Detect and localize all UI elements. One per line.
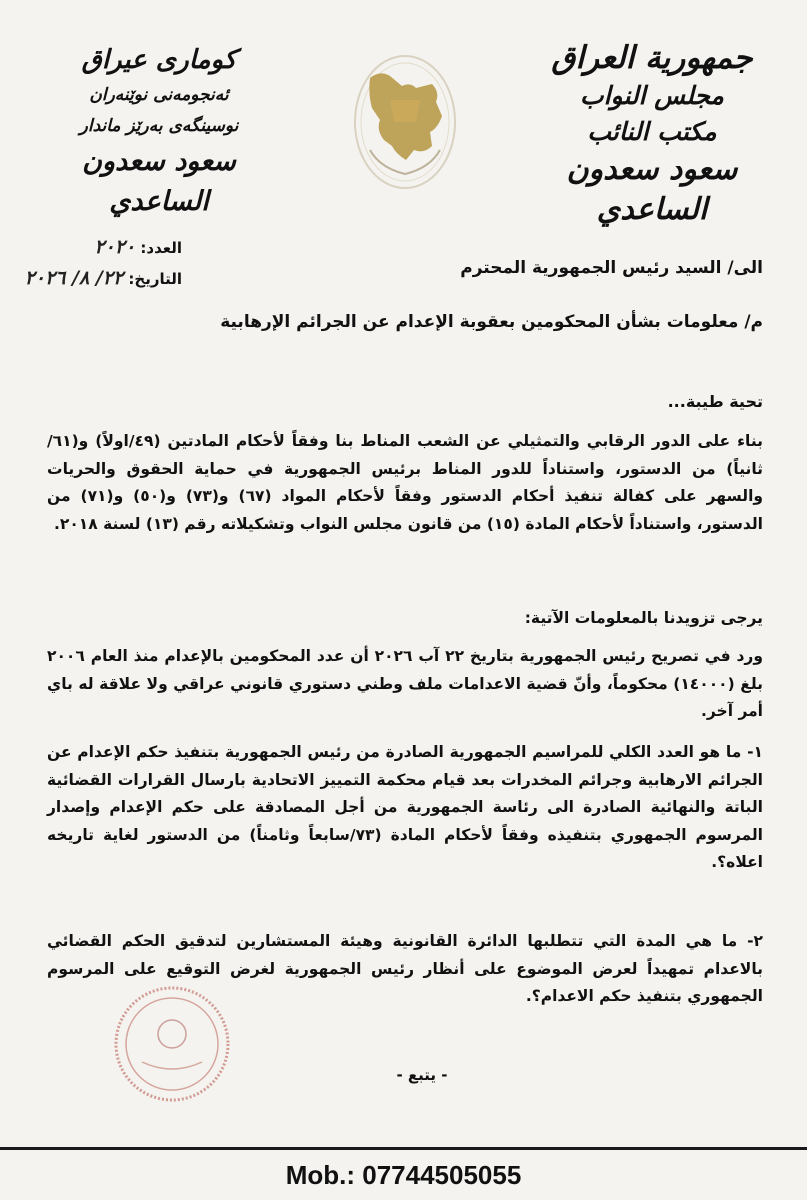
continued-marker: - يتبع - [396, 1066, 448, 1084]
letterhead-office-kurdish: نوسینگەی بەرێز ماندار [79, 116, 239, 136]
letterhead-arabic [527, 38, 777, 230]
reference-date-label: التاريخ: [128, 270, 182, 288]
letterhead-country: جمهورية العراق [551, 40, 753, 76]
letterhead [0, 0, 807, 240]
letterhead-mp-name: سعود سعدون الساعدي [566, 152, 738, 227]
mobile-number: Mob.: 07744505055 [285, 1160, 522, 1190]
letterhead-council: مجلس النواب [580, 81, 724, 110]
letterhead-country-kurdish: كوماری عیراق [81, 45, 237, 75]
legal-basis-paragraph: بناء على الدور الرقابي والتمثيلي عن الشعب المناط بنا وفقاً لأحكام المادتين (٤٩/اولاً) و(٦١/ثانياً) من الدستور، واستناداً للدور المناط برئيس الجمهورية في حماية الحقوق والحريات والسهر على كفالة تنفيذ أحكام الدستور وفقاً لأحكام المواد (٦٧) و(٧٣) و(٥٠) و(٧١) من الدستور، واستناداً لأحكام المادة (١٥) من قانون مجلس النواب وتشكيلاته رقم (١٣) لسنة ٢٠١٨. [47, 432, 764, 533]
question-two: ٢- ما هي المدة التي تتطلبها الدائرة القانونية وهيئة المستشارين لتدقيق الحكم القضائي بالاعدام تمهيداً لعرض الموضوع على أنظار رئيس الجمهورية لغرض التوقيع على المرسوم الجمهوري بتنفيذ حكم الاعدام؟. [47, 932, 763, 1005]
letterhead-council-kurdish: ئەنجومەنی نوێنەران [89, 85, 229, 105]
request-line: يرجى تزويدنا بالمعلومات الآتية: [524, 609, 763, 627]
letterhead-mp-name-left: سعود سعدون الساعدي [82, 146, 236, 217]
recipient-line: الى/ السيد رئيس الجمهورية المحترم [460, 258, 763, 278]
statement-paragraph: ورد في تصريح رئيس الجمهورية بتاريخ ٢٢ آب ٢٠٢٦ أن عدد المحكومين بالإعدام منذ العام ٢٠٠٦ بلغ (١٤٠٠٠) محكوماً، وأنّ قضية الاعدامات ملف وطني دستوري قانوني عراقي ولا علاقة له باي أمر آخر. [47, 647, 763, 720]
reference-date-value: ٢٢/ ٨/ ٢٠٢٦ [24, 267, 124, 289]
iraq-emblem-icon [350, 50, 460, 195]
greeting: تحية طيبة... [667, 392, 763, 411]
reference-number-label: العدد: [140, 239, 182, 257]
subject-line: م/ معلومات بشأن المحكومين بعقوبة الإعدام عن الجرائم الإرهابية [220, 312, 763, 332]
official-seal-icon [112, 984, 232, 1104]
reference-number-value: ٢٠٢٠ [94, 236, 136, 258]
footer-divider [0, 1147, 807, 1150]
letterhead-kurdish [34, 40, 284, 222]
question-one: ١- ما هو العدد الكلي للمراسيم الجمهورية الصادرة من رئيس الجمهورية بتنفيذ حكم الإعدام عن الجرائم الارهابية وجرائم المخدرات بعد قيام محكمة التمييز الاتحادية بارسال القرارات القضائية الباتة والنهائية الصادرة الى رئاسة الجمهورية من أجل المصادقة على حكم الإعدام وإصدار المرسوم الجمهوري بتنفيذه وفقاً لأحكام المادة (٧٣/سابعاً وثامناً) من الدستور لغاية تاريخه اعلاه؟. [47, 743, 763, 871]
letterhead-office: مكتب النائب [587, 117, 717, 146]
